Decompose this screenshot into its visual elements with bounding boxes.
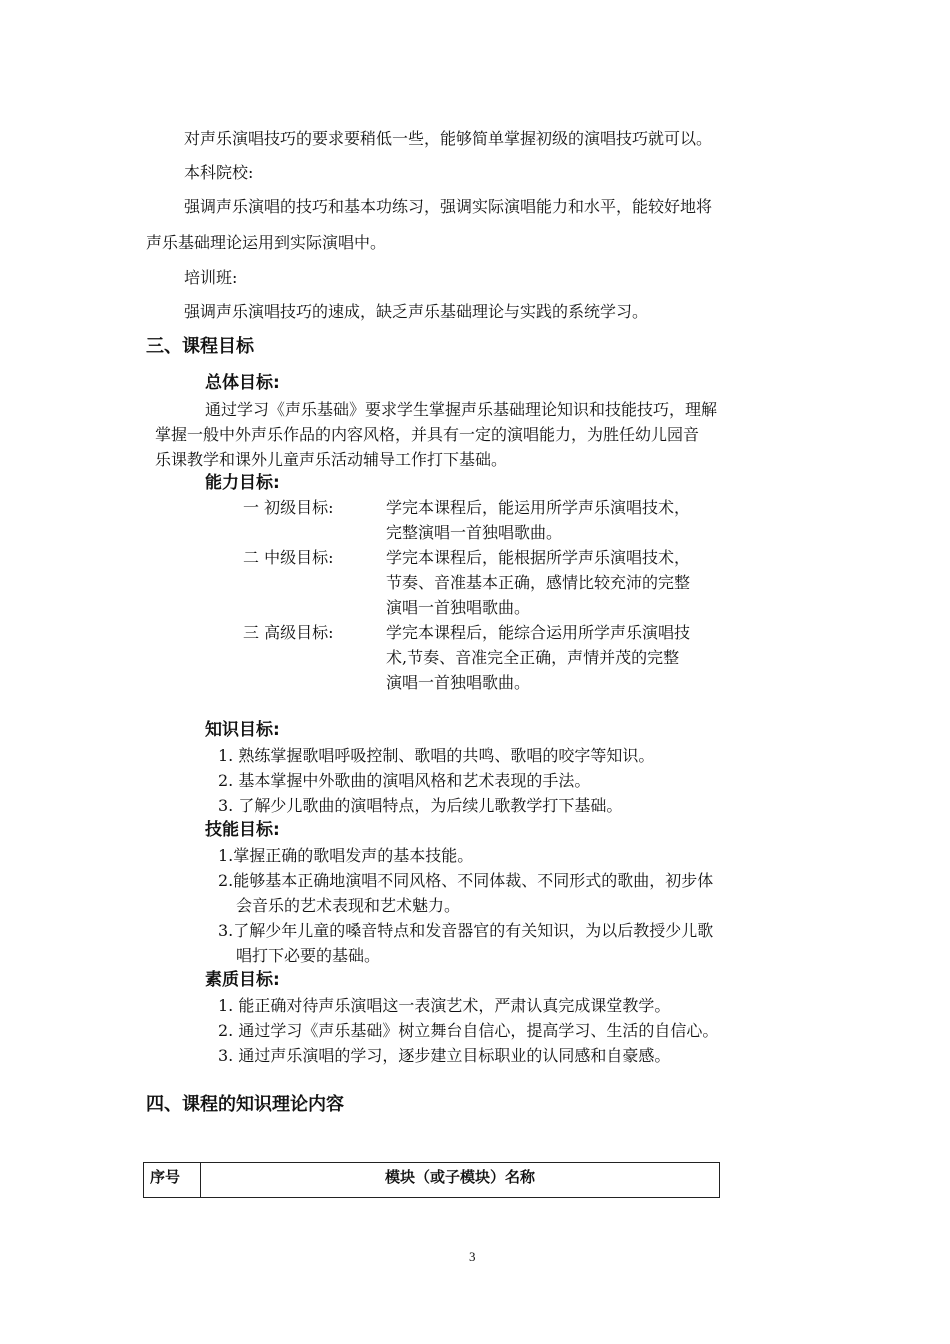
intro-line: 对声乐演唱技巧的要求要稍低一些，能够简单掌握初级的演唱技巧就可以。 bbox=[184, 129, 713, 148]
module-table bbox=[143, 1162, 720, 1198]
quality-item: 3. 通过声乐演唱的学习，逐步建立目标职业的认同感和自豪感。 bbox=[218, 1046, 671, 1065]
undergrad-label: 本科院校: bbox=[184, 163, 254, 182]
ability-level-text: 术,节奏、音准完全正确，声情并茂的完整 bbox=[386, 648, 680, 667]
ability-level-name: 三 高级目标: bbox=[243, 623, 334, 642]
knowledge-item: 1. 熟练掌握歌唱呼吸控制、歌唱的共鸣、歌唱的咬字等知识。 bbox=[218, 746, 655, 765]
ability-level-text: 完整演唱一首独唱歌曲。 bbox=[386, 523, 563, 542]
ability-level-text: 学完本课程后，能运用所学声乐演唱技术， bbox=[386, 498, 691, 517]
table-header-module-name: 模块（或子模块）名称 bbox=[201, 1163, 720, 1198]
training-text: 强调声乐演唱技巧的速成，缺乏声乐基础理论与实践的系统学习。 bbox=[184, 302, 649, 321]
ability-level-text: 学完本课程后，能根据所学声乐演唱技术， bbox=[386, 548, 691, 567]
training-label: 培训班: bbox=[184, 268, 238, 287]
skill-item: 2.能够基本正确地演唱不同风格、不同体裁、不同形式的歌曲，初步体 bbox=[218, 871, 714, 890]
ability-goal-label: 能力目标: bbox=[205, 473, 280, 493]
knowledge-item: 2. 基本掌握中外歌曲的演唱风格和艺术表现的手法。 bbox=[218, 771, 591, 790]
skill-item-cont: 会音乐的艺术表现和艺术魅力。 bbox=[236, 896, 461, 915]
undergrad-text-cont: 声乐基础理论运用到实际演唱中。 bbox=[146, 233, 387, 252]
quality-item: 1. 能正确对待声乐演唱这一表演艺术，严肃认真完成课堂教学。 bbox=[218, 996, 671, 1015]
ability-level-text: 节奏、音准基本正确，感情比较充沛的完整 bbox=[386, 573, 691, 592]
knowledge-item: 3. 了解少儿歌曲的演唱特点，为后续儿歌教学打下基础。 bbox=[218, 796, 623, 815]
section-heading-content: 四、课程的知识理论内容 bbox=[146, 1094, 344, 1115]
skill-item: 3.了解少年儿童的嗓音特点和发音器官的有关知识，为以后教授少儿歌 bbox=[218, 921, 714, 940]
overall-goal-label: 总体目标: bbox=[205, 373, 280, 393]
skill-goal-label: 技能目标: bbox=[205, 820, 280, 840]
ability-level-text: 演唱一首独唱歌曲。 bbox=[386, 598, 531, 617]
ability-level-text: 学完本课程后，能综合运用所学声乐演唱技 bbox=[386, 623, 691, 642]
overall-goal-line: 乐课教学和课外儿童声乐活动辅导工作打下基础。 bbox=[155, 450, 508, 469]
table-header-index: 序号 bbox=[144, 1163, 201, 1198]
overall-goal-line: 通过学习《声乐基础》要求学生掌握声乐基础理论知识和技能技巧，理解 bbox=[205, 400, 718, 419]
ability-level-name: 二 中级目标: bbox=[243, 548, 334, 567]
ability-level-name: 一 初级目标: bbox=[243, 498, 334, 517]
undergrad-text: 强调声乐演唱的技巧和基本功练习，强调实际演唱能力和水平，能较好地将 bbox=[184, 197, 713, 216]
quality-item: 2. 通过学习《声乐基础》树立舞台自信心，提高学习、生活的自信心。 bbox=[218, 1021, 719, 1040]
knowledge-goal-label: 知识目标: bbox=[205, 720, 280, 740]
overall-goal-line: 掌握一般中外声乐作品的内容风格，并具有一定的演唱能力，为胜任幼儿园音 bbox=[155, 425, 700, 444]
page-number: 3 bbox=[469, 1249, 476, 1264]
table-header-row bbox=[144, 1163, 720, 1198]
skill-item: 1.掌握正确的歌唱发声的基本技能。 bbox=[218, 846, 474, 865]
ability-level-text: 演唱一首独唱歌曲。 bbox=[386, 673, 531, 692]
quality-goal-label: 素质目标: bbox=[205, 970, 280, 990]
skill-item-cont: 唱打下必要的基础。 bbox=[236, 946, 381, 965]
section-heading-goals: 三、课程目标 bbox=[146, 336, 254, 357]
